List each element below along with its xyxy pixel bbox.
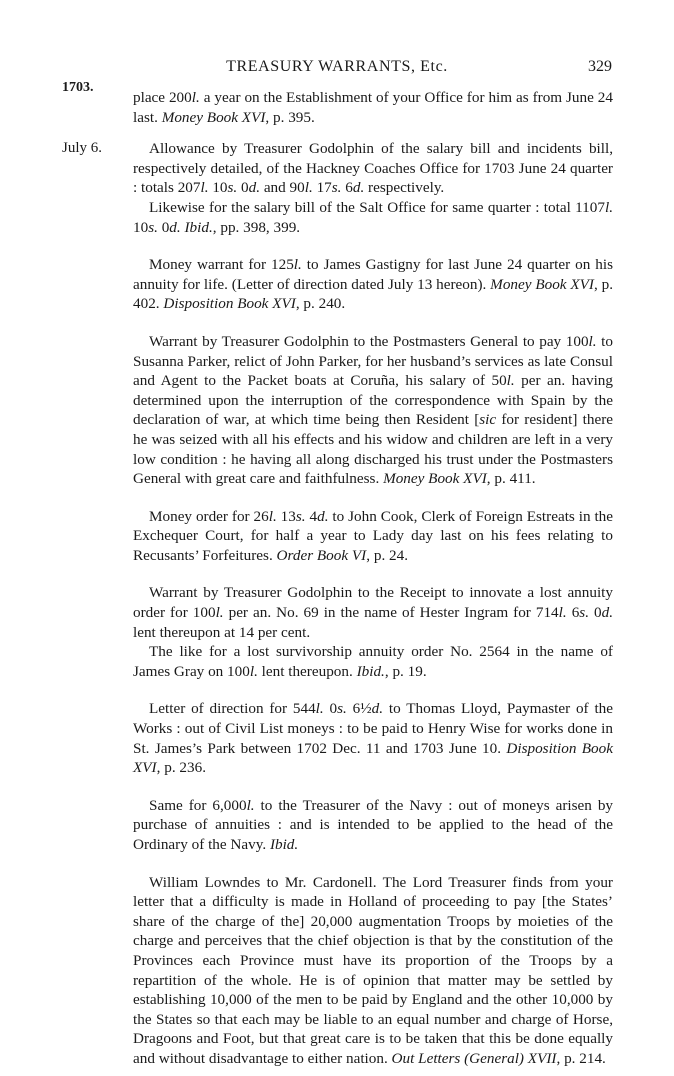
italic-text: d. [352, 179, 365, 197]
paragraph [133, 642, 613, 681]
entry [133, 873, 613, 1069]
text-run: to the Treasurer of the Navy : out of moneys arisen by purchase of annuities : and is intended to be applied to the head of the Ordinary of the Navy. [133, 796, 614, 853]
italic-text: l. [249, 662, 258, 680]
text-run: 17 [312, 179, 332, 197]
text-run: 13 [276, 507, 296, 525]
entry [133, 583, 613, 681]
text-run: 0 [323, 700, 338, 718]
text-run: 0 [237, 179, 249, 197]
text-run: Letter of direction for 544 [149, 700, 316, 718]
text-run: a year on the Establishment of your Office for him as from June 24 last. [133, 89, 613, 126]
italic-text: d. [248, 179, 261, 197]
entry [133, 796, 613, 855]
text-run: 0 [589, 604, 602, 622]
text-run: , p. 214. [556, 1049, 606, 1067]
paragraph [133, 507, 613, 566]
paragraph [133, 873, 613, 1069]
text-run: Warrant by Treasurer Godolphin to the Postmasters General to pay 100 [149, 332, 589, 350]
italic-text: d. [601, 604, 614, 622]
running-head [0, 58, 674, 78]
text-run: and 90 [260, 179, 305, 197]
italic-text: s. [331, 179, 342, 197]
text-run: , p. 395. [265, 108, 315, 126]
italic-text: Money Book XVI [383, 470, 487, 488]
entry [133, 332, 613, 489]
margin-date: July 6. [62, 140, 103, 157]
italic-text: l. [588, 332, 597, 350]
italic-text: l. [191, 89, 200, 106]
text-run: Money order for 26 [149, 507, 269, 525]
paragraph [133, 139, 613, 198]
text-run: , p. 240. [295, 295, 346, 313]
italic-text: s. [227, 179, 238, 197]
page-number: 329 [588, 58, 612, 75]
italic-text: s. [148, 218, 158, 236]
text-run: 6 [341, 179, 353, 197]
entry [62, 139, 613, 237]
text-run: Money warrant for 125 [149, 256, 294, 274]
italic-text: l. [268, 507, 277, 525]
document-body [62, 88, 614, 1069]
italic-text: l. [215, 604, 224, 622]
entry [133, 507, 613, 566]
text-run: , p. 411. [486, 470, 536, 488]
paragraph [133, 332, 613, 489]
text-run: Warrant by Treasurer Godolphin to the Receipt to innovate a lost annuity order for 100 [133, 584, 613, 622]
text-run: 10 [133, 218, 149, 236]
italic-text: l. [304, 179, 313, 197]
text-run: , pp. 398, 399. [212, 218, 301, 236]
text-run: Same for 6,000 [149, 796, 247, 814]
text-run: , p. 402. [133, 275, 614, 313]
italic-text: d. [317, 507, 329, 525]
italic-text: l. [506, 372, 515, 390]
text-run: to Thomas Lloyd, Paymaster of the Works : out of Civil List moneys : to be paid to Henry Wise for works done in St. James’s Park between 1702 Dec. 11 and 1703 June 10. [133, 700, 613, 757]
text-run: to John Cook, Clerk of Foreign Estreats in the Exchequer Court, for half a year to Lady day last on his fees relating to Recusants’ Forfeitures. [133, 507, 614, 564]
italic-text: l. [293, 256, 302, 274]
italic-text: Money Book XVI [490, 275, 594, 293]
text-run: lent thereupon. [257, 662, 357, 680]
text-run: respectively. [364, 179, 445, 197]
paragraph [133, 255, 613, 314]
margin-year: 1703. [62, 80, 94, 95]
text-run: 6 [566, 604, 580, 622]
italic-text: Order Book VI [276, 546, 367, 564]
text-run: 6½ [346, 700, 372, 718]
italic-text: Ibid. [184, 218, 213, 236]
text-run: 0 [157, 218, 170, 236]
italic-text: l. [558, 604, 567, 622]
italic-text: Ibid. [356, 662, 385, 680]
text-run: William Lowndes to Mr. Cardonell. The Lord Treasurer finds from your letter that a difficulty is made in Holland of proceeding to pay [the States’ share of the charge of the] 20,000 augmentation Troops by moieties of the charge and perceives that the chief objection is that by the constitution of the Provinces each Province must have its proportion of the Troops by a repartition of the whole. He is of opinion that matter may be settled by establishing 10,000 of the men to be paid by England and the other 10,000 by the States so that each may be liable to an equal number and charge of Horse, Dragoons and Foot, but that great care is to be taken that this be done equally and without disadvantage to either nation. [133, 873, 613, 1067]
text-run: , p. 236. [156, 759, 206, 777]
text-run: per an. No. 69 in the name of Hester Ingram for 714 [223, 604, 559, 622]
italic-text: l. [246, 796, 255, 814]
italic-text: l. [315, 700, 324, 718]
text-run: 4 [305, 507, 318, 525]
italic-text: Money Book XVI [161, 108, 266, 126]
italic-text: l. [200, 179, 209, 197]
paragraph [133, 699, 613, 777]
text-run: , p. 24. [366, 546, 409, 564]
italic-text: Ibid. [269, 836, 299, 853]
italic-text: s. [579, 604, 590, 622]
text-run: Allowance by Treasurer Godolphin of the salary bill and incidents bill, respectively detailed, of the Hackney Coaches Office for 1703 June 24 quarter : totals 207 [133, 140, 613, 197]
entry [133, 88, 613, 127]
italic-text: sic [479, 411, 497, 429]
paragraph [133, 796, 613, 855]
italic-text: Disposition Book XVI [163, 295, 296, 313]
text-run: , p. 19. [384, 662, 427, 680]
italic-text: Disposition Book XVI [133, 739, 613, 777]
italic-text: s. [337, 700, 347, 718]
entry [133, 255, 613, 314]
italic-text: d. [371, 700, 384, 718]
text-run: Likewise for the salary bill of the Salt Office for same quarter : total 1107 [149, 198, 605, 216]
text-run: 10 [208, 179, 228, 197]
paragraph [133, 198, 613, 237]
italic-text: l. [604, 198, 613, 216]
italic-text: Out Letters (General) XVII [391, 1049, 557, 1067]
text-run: to Susanna Parker, relict of John Parker, for her husband’s services as late Consul and Agent to the Packet boats at Coruña, his salary of 50 [133, 332, 613, 390]
italic-text: s. [295, 507, 306, 525]
paragraph [133, 583, 613, 642]
text-run: to James Gastigny for last June 24 quarter on his annuity for life. (Letter of direction dated July 13 hereon). [133, 256, 613, 293]
entry [133, 699, 613, 777]
paragraph [133, 88, 613, 127]
text-run: for resident] there he was seized with all his effects and his widow and children are left in a very low condition : he having all along discharged his trust under the Postmasters General with great care and faithfulness. [133, 411, 613, 488]
text-run: lent thereupon at 14 per cent. [133, 623, 311, 641]
text-run: place 200 [133, 89, 192, 106]
running-title: TREASURY WARRANTS, Etc. [226, 58, 448, 75]
italic-text: d. [169, 218, 181, 236]
text-run: The like for a lost survivorship annuity order No. 2564 in the name of James Gray on 100 [133, 643, 613, 680]
text-run: per an. having determined upon the interruption of the correspondence with Spain by the declaration of war, at which time being then Resident [ [133, 372, 613, 429]
